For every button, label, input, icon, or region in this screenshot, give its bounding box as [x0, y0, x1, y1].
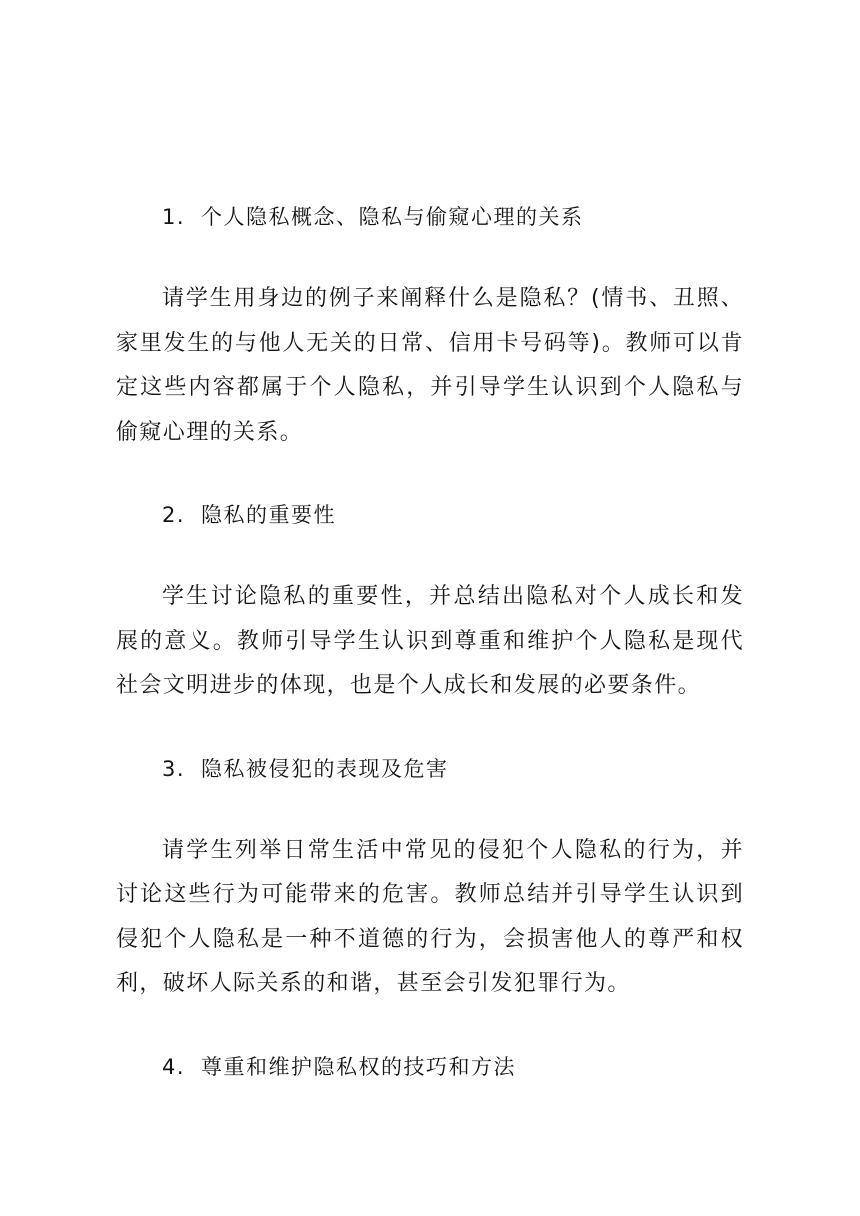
section-heading-1 [116, 195, 744, 239]
section-number: 2. [162, 503, 186, 527]
section-title: 隐私的重要性 [201, 503, 337, 527]
section-title: 个人隐私概念、隐私与偷窥心理的关系 [201, 205, 584, 229]
section-paragraph-3: 请学生列举日常生活中常见的侵犯个人隐私的行为，并讨论这些行为可能带来的危害。教师总结并引导学生认识到侵犯个人隐私是一种不道德的行为，会损害他人的尊严和权利，破坏人际关系的和谐，甚至会引发犯罪行为。 [116, 837, 744, 996]
section-number: 4. [162, 1054, 186, 1079]
section-heading-3 [116, 747, 744, 791]
section-title: 隐私被侵犯的表现及危害 [201, 756, 449, 781]
section-number: 3. [162, 756, 186, 781]
section-paragraph-1: 请学生用身边的例子来阐释什么是隐私？(情书、丑照、家里发生的与他人无关的日常、信用卡号码等)。教师可以肯定这些内容都属于个人隐私，并引导学生认识到个人隐私与偷窥心理的关系。 [116, 286, 744, 445]
section-title: 尊重和维护隐私权的技巧和方法 [201, 1054, 517, 1079]
section-heading-4 [116, 1045, 744, 1089]
section-heading-2 [116, 493, 744, 537]
section-number: 1. [162, 205, 186, 229]
section-paragraph-2: 学生讨论隐私的重要性，并总结出隐私对个人成长和发展的意义。教师引导学生认识到尊重和维护个人隐私是现代社会文明进步的体现，也是个人成长和发展的必要条件。 [116, 584, 744, 698]
document-body [116, 195, 744, 1089]
